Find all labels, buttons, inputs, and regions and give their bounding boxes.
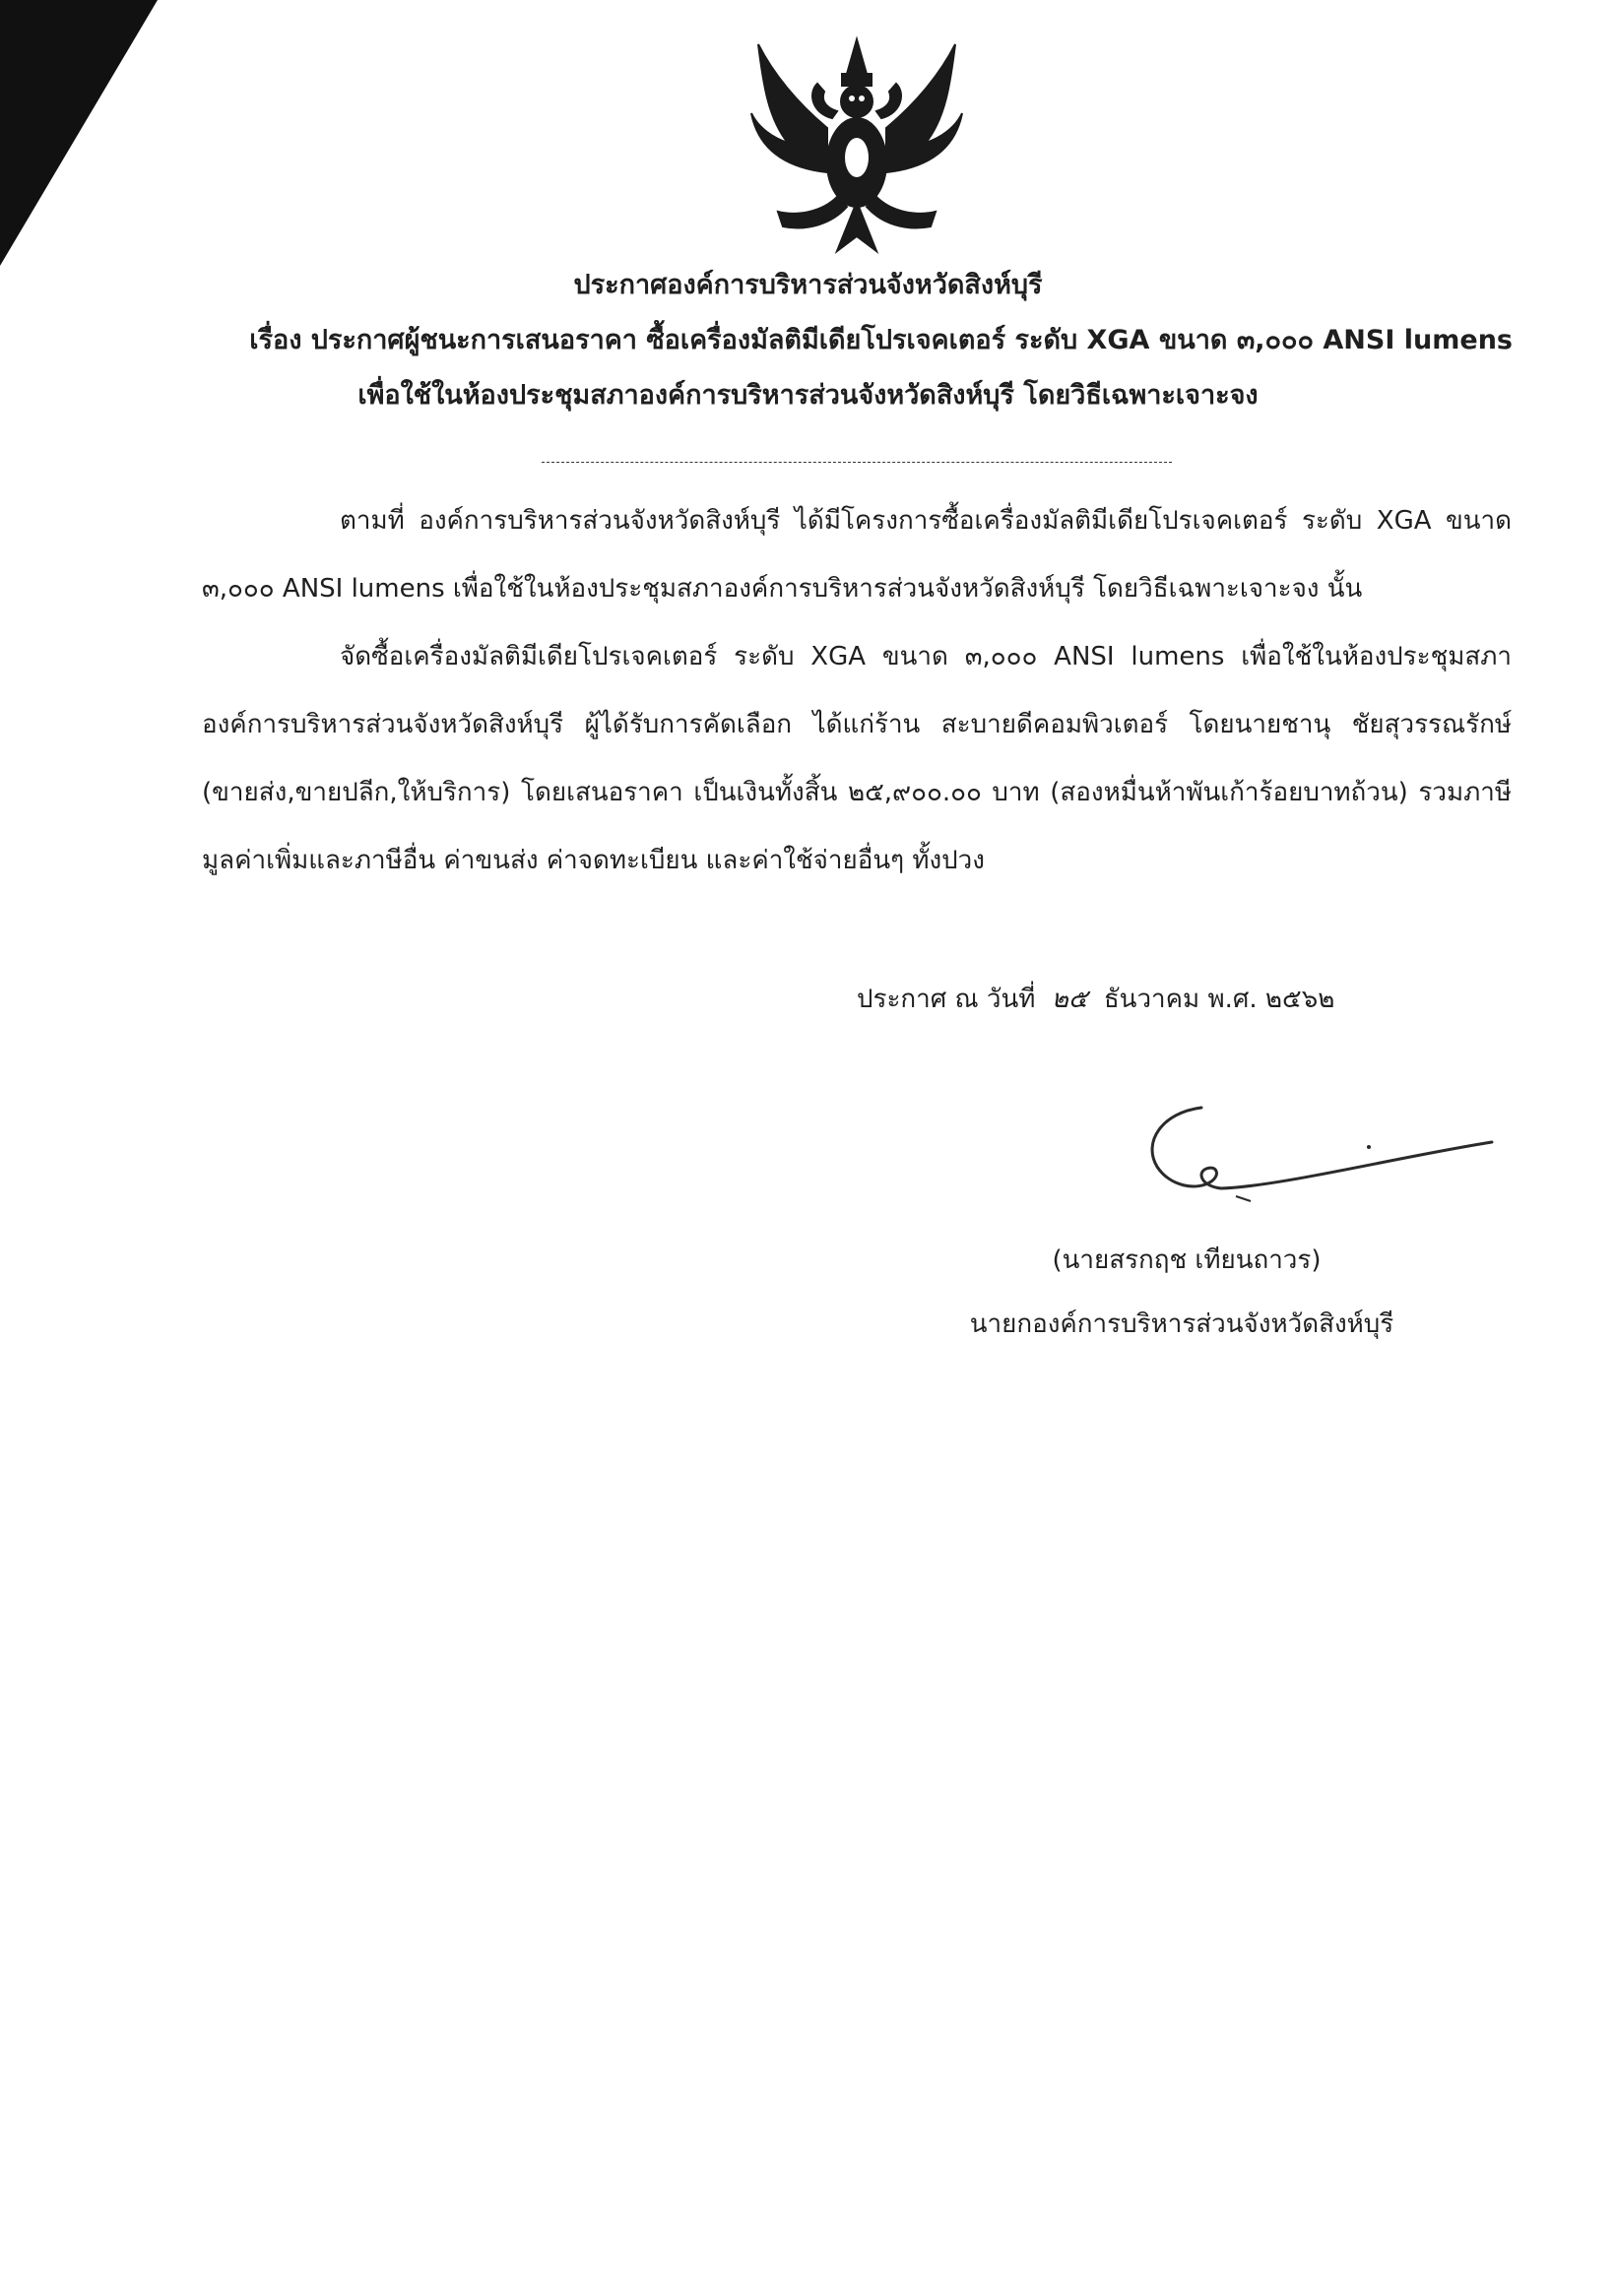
signer-name: (นายสรกฤช เทียนถาวร) — [1052, 1245, 1322, 1275]
date-prefix: ประกาศ ณ วันที่ — [857, 985, 1036, 1014]
announcement-subject: เรื่อง ประกาศผู้ชนะการเสนอราคา ซื้อเครื่องมัลติมีเดียโปรเจคเตอร์ ระดับ XGA ขนาด ๓,๐๐๐ ANSI lumens — [249, 325, 1513, 355]
body-paragraph-2: จัดซื้อเครื่องมัลติมีเดียโปรเจคเตอร์ ระดับ XGA ขนาด ๓,๐๐๐ ANSI lumens เพื่อใช้ในห้องประชุมสภาองค์การบริหารส่วนจังหวัดสิงห์บุรี ผู้ได้รับการคัดเลือก ได้แก่ร้าน สะบายดีคอมพิวเตอร์ โดยนายชานุ ชัยสุวรรณรักษ์ (ขายส่ง,ขายปลีก,ให้บริการ) โดยเสนอราคา เป็นเงินทั้งสิ้น ๒๕,๙๐๐.๐๐ บาท (สองหมื่นห้าพันเก้าร้อยบาทถ้วน) รวมภาษีมูลค่าเพิ่มและภาษีอื่น ค่าขนส่ง ค่าจดทะเบียน และค่าใช้จ่ายอื่นๆ ทั้งปวง — [202, 642, 1512, 875]
announcement-subject-continued: เพื่อใช้ในห้องประชุมสภาองค์การบริหารส่วนจังหวัดสิงห์บุรี โดยวิธีเฉพาะเจาะจง — [357, 380, 1259, 411]
announcement-title: ประกาศองค์การบริหารส่วนจังหวัดสิงห์บุรี — [573, 270, 1043, 300]
announcement-date — [857, 970, 1408, 1029]
header-divider — [542, 462, 1172, 463]
document-header — [0, 266, 1616, 431]
scan-corner-shadow — [0, 0, 167, 271]
body-paragraph-1: ตามที่ องค์การบริหารส่วนจังหวัดสิงห์บุรี ได้มีโครงการซื้อเครื่องมัลติมีเดียโปรเจคเตอร์ ระดับ XGA ขนาด ๓,๐๐๐ ANSI lumens เพื่อใช้ในห้องประชุมสภาองค์การบริหารส่วนจังหวัดสิงห์บุรี โดยวิธีเฉพาะเจาะจง นั้น — [202, 506, 1512, 604]
document-body — [202, 487, 1512, 895]
signer-title: นายกองค์การบริหารส่วนจังหวัดสิงห์บุรี — [969, 1309, 1394, 1339]
handwritten-signature — [1142, 1088, 1507, 1226]
garuda-emblem-icon — [743, 34, 970, 256]
date-month-year: ธันวาคม พ.ศ. ๒๕๖๒ — [1103, 985, 1335, 1014]
date-day: ๒๕ — [1051, 985, 1088, 1014]
